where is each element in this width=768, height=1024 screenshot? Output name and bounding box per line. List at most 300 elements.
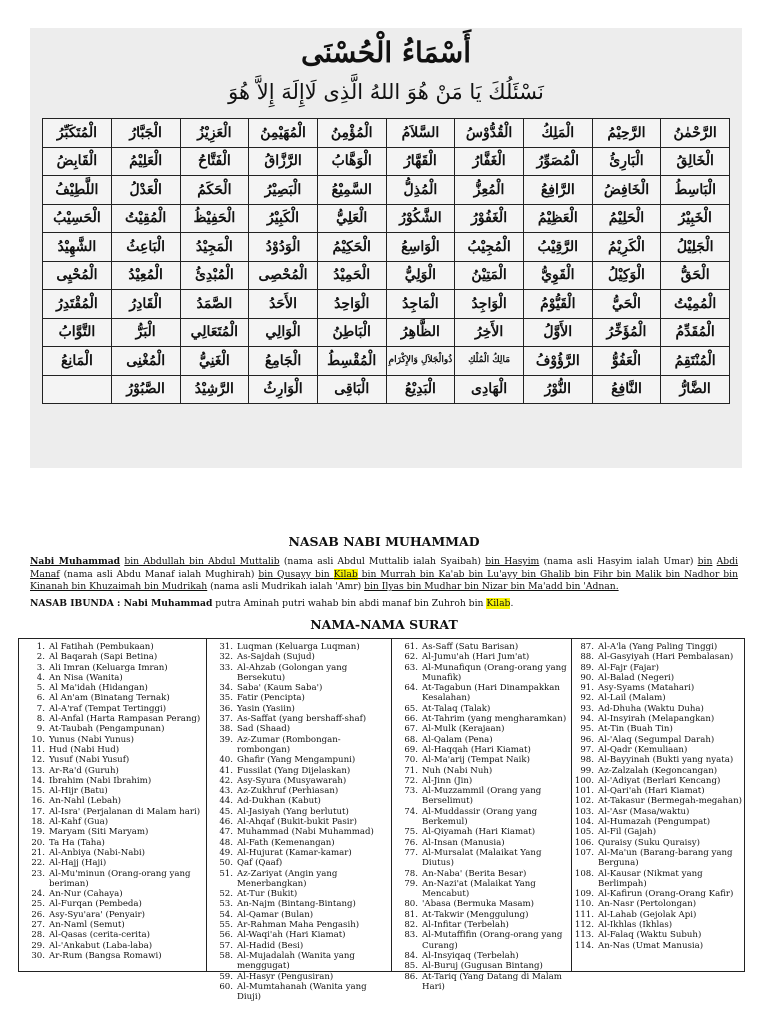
surat-name: An-Najm (Bintang-Bintang) (237, 899, 356, 910)
asmaul-husna-cell: الْقَوِيُّ (523, 261, 592, 290)
surat-column (19, 639, 207, 971)
surat-number: 57. (219, 940, 233, 951)
surat-name: Al-Mujadalah (Wanita yang menggugat) (237, 950, 355, 972)
surat-item (392, 807, 571, 828)
surat-number: 104. (574, 817, 594, 828)
surat-item (392, 838, 571, 848)
surat-name: Al-Kafirun (Orang-Orang Kafir) (598, 889, 734, 900)
surat-name: Al-Hadid (Besi) (237, 940, 304, 951)
surat-name: Maryam (Siti Maryam) (49, 827, 149, 838)
surat-item (572, 663, 746, 673)
surat-item (19, 941, 206, 951)
surat-name: Quraisy (Suku Quraisy) (598, 837, 700, 848)
surat-number: 61. (404, 642, 418, 652)
surat-item (572, 899, 746, 909)
surat-item (207, 941, 391, 951)
surat-name: Al-Lail (Malam) (598, 693, 666, 704)
asmaul-husna-cell: الْوَكِيْلُ (592, 261, 661, 290)
asmaul-husna-cell: الْمُحْيِى (43, 261, 112, 290)
surat-name: Ghafir (Yang Mengampuni) (237, 755, 356, 766)
text-run: Nabi Muhammad (30, 556, 121, 567)
asmaul-husna-cell: الْمَاجِدُ (386, 290, 455, 319)
surat-item (392, 951, 571, 961)
surat-name: Fatir (Pencipta) (237, 693, 305, 704)
surat-number: 16. (31, 796, 45, 807)
surat-item (207, 724, 391, 734)
surat-item (207, 693, 391, 703)
surat-name: Al-Jumu'ah (Hari Jum'at) (422, 652, 530, 663)
asmaul-husna-title: أَسْمَاءُ الْحُسْنَى (300, 36, 472, 69)
surat-number: 91. (580, 683, 594, 694)
surat-item (392, 869, 571, 879)
surat-number: 85. (404, 961, 418, 972)
asmaul-husna-cell: الْمَتِيْنُ (455, 261, 524, 290)
asmaul-husna-cell: الْحَكِيْمُ (317, 233, 386, 262)
asmaul-husna-cell: الرَّؤُوْفُ (523, 347, 592, 376)
surat-number: 12. (31, 755, 45, 766)
surat-number: 43. (219, 786, 233, 797)
surat-number: 62. (404, 652, 418, 663)
surat-item (207, 982, 391, 1003)
surat-number: 6. (36, 693, 45, 704)
surat-name: Al-Jinn (Jin) (422, 775, 473, 786)
text-run: . (510, 598, 514, 609)
surat-name: Az-Zalzalah (Kegoncangan) (598, 765, 718, 776)
asmaul-husna-cell: الرَّزَّاقُ (249, 147, 318, 176)
asmaul-husna-cell: الْعَفُوُّ (592, 347, 661, 376)
surat-name: Al-Furqan (Pembeda) (49, 899, 142, 910)
surat-number: 13. (31, 765, 45, 776)
asmaul-husna-cell: الْبَاقِى (317, 375, 386, 404)
asmaul-husna-cell: الصَّبُوْرُ (111, 375, 180, 404)
asmaul-husna-cell: الْبَصِيْرُ (249, 176, 318, 205)
asmaul-husna-cell: الْحَفِيْظُ (180, 204, 249, 233)
surat-item (392, 786, 571, 807)
surat-item (19, 838, 206, 848)
asmaul-husna-cell: الْمُقَدِّمُ (661, 318, 730, 347)
surat-item (19, 693, 206, 703)
surat-name: Al-Ikhlas (Ikhlas) (598, 920, 673, 931)
nasab-heading: NASAB NABI MUHAMMAD (288, 534, 480, 549)
surat-number: 7. (36, 703, 45, 714)
surat-name: Asy-Syu'ara' (Penyair) (49, 909, 146, 920)
surat-name: Al-'Ankabut (Laba-laba) (49, 940, 153, 951)
surat-number: 19. (31, 827, 45, 838)
asmaul-husna-cell: الْمُصَوِّرُ (523, 147, 592, 176)
surat-number: 25. (31, 899, 45, 910)
surat-number: 58. (219, 950, 233, 961)
surat-item (572, 642, 746, 652)
surat-item (392, 652, 571, 662)
asmaul-husna-cell: الْمُقْتَدِرُ (43, 290, 112, 319)
surat-name: Asy-Syura (Musyawarah) (237, 775, 347, 786)
surat-number: 11. (31, 744, 45, 755)
asmaul-husna-cell: الْمُبْدِئُ (180, 261, 249, 290)
surat-name: Az-Zariyat (Angin yang Menerbangkan) (237, 868, 338, 889)
asmaul-husna-cell: الْمُؤَخِّرُ (592, 318, 661, 347)
surat-name: Al-Ma'un (Barang-barang yang Berguna) (598, 847, 733, 869)
surat-name: Al-Ma'arij (Tempat Naik) (422, 755, 530, 766)
asmaul-husna-cell: الْوَاسِعُ (386, 233, 455, 262)
text-run: NASAB IBUNDA : Nabi Muhammad (30, 598, 213, 609)
surat-name: At-Tariq (Yang Datang di Malam Hari) (422, 971, 562, 992)
surat-item (392, 663, 571, 684)
asmaul-husna-cell: الْحَيُّ (592, 290, 661, 319)
surat-item (392, 920, 571, 930)
surat-name: Sad (Shaad) (237, 724, 291, 735)
surat-number: 99. (580, 765, 594, 776)
asmaul-husna-cell: السَّلاَمُ (386, 119, 455, 148)
asmaul-husna-cell: الْعَلِيُّ (317, 204, 386, 233)
surat-item (572, 930, 746, 940)
asmaul-husna-cell: الْعَلِيْمُ (111, 147, 180, 176)
surat-name: Qaf (Qaaf) (237, 858, 283, 869)
text-run: Kilab (333, 568, 358, 580)
surat-name: Al-Hasyr (Pengusiran) (237, 971, 334, 982)
surat-item (572, 652, 746, 662)
surat-name: Al-Insan (Manusia) (422, 837, 505, 848)
surat-name: At-Takasur (Bermegah-megahan) (598, 796, 742, 807)
surat-number: 29. (31, 940, 45, 951)
asmaul-husna-cell: الْقَهَّارُ (386, 147, 455, 176)
surat-item (392, 827, 571, 837)
surat-name: Al-Waqi'ah (Hari Kiamat) (237, 930, 346, 941)
asmaul-husna-cell: الْبَاطِنُ (317, 318, 386, 347)
surat-name: Al-Muddassir (Orang yang Berkemul) (422, 806, 538, 828)
surat-number: 67. (404, 724, 418, 735)
surat-number: 72. (404, 775, 418, 786)
surat-number: 86. (404, 971, 418, 982)
surat-number: 59. (219, 971, 233, 982)
surat-number: 88. (580, 652, 594, 663)
surat-number: 40. (219, 755, 233, 766)
surat-name: Ta Ha (Taha) (49, 837, 105, 848)
surat-name: Al-Isra' (Perjalanan di Malam hari) (49, 806, 201, 817)
surat-item (19, 951, 206, 961)
surat-name: Al-Fath (Kemenangan) (237, 837, 335, 848)
asmaul-husna-cell: الْمُغْنِى (111, 347, 180, 376)
surat-number: 47. (219, 827, 233, 838)
surat-number: 38. (219, 724, 233, 735)
asmaul-husna-cell: الشَّهِيْدُ (43, 233, 112, 262)
surat-number: 112. (574, 920, 594, 931)
surat-name: Al-Qasas (cerita-cerita) (49, 930, 150, 941)
surat-number: 36. (219, 703, 233, 714)
surat-number: 46. (219, 817, 233, 828)
surat-item (19, 899, 206, 909)
asmaul-husna-cell: السَّمِيْعُ (317, 176, 386, 205)
surat-item (207, 704, 391, 714)
surat-number: 60. (219, 981, 233, 992)
surat-name: At-Takwir (Menggulung) (422, 909, 529, 920)
surat-name: Al-Qadr (Kemuliaan) (598, 744, 688, 755)
text-run: bin Qusayy bin (258, 568, 334, 580)
surat-name: An-Naml (Semut) (49, 920, 125, 931)
asmaul-husna-cell: الْبَاعِثُ (111, 233, 180, 262)
surat-name: Al-Buruj (Gugusan Bintang) (422, 961, 543, 972)
surat-number: 68. (404, 734, 418, 745)
asmaul-husna-cell: الرَّحْمٰنُ (661, 119, 730, 148)
asmaul-husna-cell: الْبَرُّ (111, 318, 180, 347)
surat-name: Saba' (Kaum Saba') (237, 683, 323, 694)
surat-number: 76. (404, 837, 418, 848)
surat-name: Yusuf (Nabi Yusuf) (49, 755, 130, 766)
surat-name: 'Abasa (Bermuka Masam) (422, 899, 535, 910)
surat-name: Al-'Asr (Masa/waktu) (598, 806, 690, 817)
asmaul-husna-cell: الأَوَّلُ (523, 318, 592, 347)
asmaul-husna-cell: الْمُعِيْدُ (111, 261, 180, 290)
surat-name: Al-Mumtahanah (Wanita yang Diuji) (237, 981, 367, 1003)
surat-number: 69. (404, 744, 418, 755)
asmaul-husna-cell: الْخَالِقُ (661, 147, 730, 176)
surat-column (572, 639, 746, 971)
surat-name: As-Saff (Satu Barisan) (422, 642, 519, 652)
asmaul-husna-cell: الْكَبِيْرُ (249, 204, 318, 233)
surat-name: Yasin (Yasiin) (237, 703, 295, 714)
surat-item (572, 869, 746, 890)
surat-item (207, 838, 391, 848)
nasab-ibunda-paragraph (30, 598, 738, 611)
surat-item (207, 796, 391, 806)
surat-item (392, 910, 571, 920)
asmaul-husna-cell: الْحَقُّ (661, 261, 730, 290)
surat-number: 78. (404, 868, 418, 879)
surat-item (572, 693, 746, 703)
surat-number: 39. (219, 734, 233, 745)
surat-column (207, 639, 392, 1003)
surat-table (18, 638, 745, 1003)
surat-number: 102. (574, 796, 594, 807)
asmaul-husna-cell: الضَّارُّ (661, 375, 730, 404)
surat-number: 20. (31, 837, 45, 848)
surat-item (207, 899, 391, 909)
surat-name: Al-A'la (Yang Paling Tinggi) (598, 642, 718, 652)
surat-item (392, 879, 571, 900)
asmaul-husna-cell: الْبَدِيْعُ (386, 375, 455, 404)
surat-item (19, 714, 206, 724)
surat-number: 2. (36, 652, 45, 663)
surat-item (207, 910, 391, 920)
surat-item (19, 869, 206, 890)
surat-item (392, 766, 571, 776)
asmaul-husna-cell: الْمُحْصِى (249, 261, 318, 290)
asmaul-husna-cell: الْمُقْسِطُ (317, 347, 386, 376)
surat-name: Al-Bayyinah (Bukti yang nyata) (598, 755, 734, 766)
surat-name: Al Baqarah (Sapi Betina) (49, 652, 158, 663)
surat-item (392, 972, 571, 993)
surat-name: Ar-Rum (Bangsa Romawi) (49, 950, 162, 961)
surat-name: Al-'Alaq (Segumpal Darah) (598, 734, 715, 745)
nasab-paragraph (30, 556, 738, 594)
surat-item (19, 766, 206, 776)
surat-number: 17. (31, 806, 45, 817)
asmaul-husna-cell: الْقَيُّوْمُ (523, 290, 592, 319)
surat-item (572, 796, 746, 806)
asmaul-husna-cell: الرَّقِيْبُ (523, 233, 592, 262)
asmaul-husna-cell: الْخَافِضُ (592, 176, 661, 205)
surat-number: 106. (574, 837, 594, 848)
asmaul-husna-row (43, 261, 730, 290)
surat-name: Al-A'raf (Tempat Tertinggi) (49, 703, 167, 714)
surat-number: 80. (404, 899, 418, 910)
surat-name: At-Tahrim (yang mengharamkan) (422, 714, 567, 725)
surat-item (207, 652, 391, 662)
asmaul-husna-cell: الظَّاهِرُ (386, 318, 455, 347)
surat-item (572, 704, 746, 714)
asmaul-husna-cell: الْمُتَعَالِي (180, 318, 249, 347)
text-run: bin Murrah bin Ka'ab bin Lu'ayy bin Ghalib bin Fihr bin Malik bin Nadhor bin Kinanah bin Khuzaimah bin Mudrikah (30, 568, 739, 592)
asmaul-husna-cell: الْمُجِيْبُ (455, 233, 524, 262)
surat-name: Al-Haqqah (Hari Kiamat) (422, 744, 531, 755)
surat-item (19, 652, 206, 662)
asmaul-husna-cell: الْمُؤْمِنُ (317, 119, 386, 148)
surat-name: Al-Balad (Negeri) (598, 672, 675, 683)
asmaul-husna-cell: الْمَجِيْدُ (180, 233, 249, 262)
surat-number: 42. (219, 775, 233, 786)
asmaul-husna-row (43, 233, 730, 262)
surat-number: 94. (580, 714, 594, 725)
surat-item (392, 755, 571, 765)
asmaul-husna-row (43, 119, 730, 148)
surat-item (19, 642, 206, 652)
surat-item (19, 910, 206, 920)
surat-number: 79. (404, 878, 418, 889)
surat-item (207, 755, 391, 765)
surat-name: Al-Ahzab (Golongan yang Bersekutu) (237, 662, 348, 683)
surat-name: Az-Zukhruf (Perhiasan) (237, 786, 339, 797)
text-run: bin Abdullah bin Abdul Muttalib (124, 556, 280, 567)
surat-item (207, 735, 391, 756)
surat-name: Al-Munafiqun (Orang-orang yang Munafik) (422, 662, 567, 683)
surat-item (19, 724, 206, 734)
surat-name: Ibrahim (Nabi Ibrahim) (49, 775, 152, 786)
surat-item (572, 776, 746, 786)
surat-item (207, 972, 391, 982)
surat-item (207, 869, 391, 890)
surat-name: Az-Zumar (Rombongan-rombongan) (237, 734, 341, 755)
surat-name: Al-Jasiyah (Yang berlutut) (237, 806, 349, 817)
surat-item (19, 776, 206, 786)
text-run: putra Aminah putri wahab bin abdi manaf bin Zuhroh bin (212, 598, 487, 609)
surat-number: 14. (31, 775, 45, 786)
surat-name: Al-Mursalat (Malaikat Yang Diutus) (422, 847, 542, 869)
text-run: Abdi Manaf (30, 556, 739, 580)
surat-number: 110. (574, 899, 594, 910)
surat-item (207, 951, 391, 972)
asmaul-husna-cell: الصَّمَدُ (180, 290, 249, 319)
surat-number: 31. (219, 642, 233, 652)
surat-name: Al-Anbiya (Nabi-Nabi) (49, 847, 145, 858)
surat-number: 10. (31, 734, 45, 745)
surat-name: Al An'am (Binatang Ternak) (49, 693, 170, 704)
text-run: (nama asli Hasyim ialah Umar) (539, 556, 698, 567)
surat-item (19, 827, 206, 837)
asmaul-husna-cell: الْكَرِيْمُ (592, 233, 661, 262)
surat-item (392, 735, 571, 745)
surat-name: Al-Qalam (Pena) (422, 734, 493, 745)
asmaul-husna-cell: الرَّشِيْدُ (180, 375, 249, 404)
surat-item (207, 807, 391, 817)
surat-item (207, 920, 391, 930)
surat-number: 56. (219, 930, 233, 941)
surat-item (572, 848, 746, 869)
asmaul-husna-subtitle: نَسْئَلُكَ يَا مَنْ هُوَ اللهُ الَّذِى لَاإِلَهَ إِلاَّ هُوَ (228, 80, 544, 104)
asmaul-husna-image (30, 28, 742, 468)
surat-number: 5. (36, 683, 45, 694)
surat-number: 22. (31, 858, 45, 869)
surat-name: An Nisa (Wanita) (49, 672, 123, 683)
surat-name: Al-Hajj (Haji) (49, 858, 107, 869)
surat-item (572, 920, 746, 930)
surat-number: 51. (219, 868, 233, 879)
surat-item (207, 663, 391, 684)
surat-name: Al-Kausar (Nikmat yang Berlimpah) (598, 868, 703, 889)
surat-item (207, 683, 391, 693)
surat-name: At-Talaq (Talak) (422, 703, 491, 714)
surat-number: 65. (404, 703, 418, 714)
surat-number: 109. (574, 889, 594, 900)
asmaul-husna-cell: ذُوالْجَلاَلِ وَالإِكْرَامِ (386, 347, 455, 376)
surat-name: Ar-Rahman Maha Pengasih) (237, 920, 360, 931)
surat-number: 77. (404, 847, 418, 858)
asmaul-husna-cell: الشَّكُوْرُ (386, 204, 455, 233)
surat-item (572, 786, 746, 796)
surat-item (207, 817, 391, 827)
surat-item (207, 642, 391, 652)
asmaul-husna-cell: الرَّحِيْمُ (592, 119, 661, 148)
surat-number: 73. (404, 786, 418, 797)
surat-number: 41. (219, 765, 233, 776)
surat-number: 111. (574, 909, 594, 920)
surat-item (572, 838, 746, 848)
surat-name: At-Tin (Buah Tin) (598, 724, 673, 735)
asmaul-husna-cell: الْعَدْلُ (111, 176, 180, 205)
asmaul-husna-cell: الْغَفُوْرُ (455, 204, 524, 233)
surat-number: 33. (219, 662, 233, 673)
asmaul-husna-cell: الْوَاجِدُ (455, 290, 524, 319)
surat-name: As-Sajdah (Sujud) (237, 652, 315, 663)
asmaul-husna-row (43, 318, 730, 347)
surat-item (19, 745, 206, 755)
surat-name: Al-'Adiyat (Berlari Kencang) (598, 775, 721, 786)
surat-number: 82. (404, 920, 418, 931)
surat-item (19, 796, 206, 806)
surat-name: Muhammad (Nabi Muhammad) (237, 827, 374, 838)
asmaul-husna-cell: الْفَتَّاحُ (180, 147, 249, 176)
surat-number: 24. (31, 889, 45, 900)
surat-name: Al-Qamar (Bulan) (237, 909, 314, 920)
asmaul-husna-cell: النُّوْرُ (523, 375, 592, 404)
surat-name: Ad-Dukhan (Kabut) (237, 796, 321, 807)
surat-name: Al-Mulk (Kerajaan) (422, 724, 505, 735)
surat-name: Al-Falaq (Waktu Subuh) (598, 930, 702, 941)
surat-item (207, 858, 391, 868)
surat-number: 81. (404, 909, 418, 920)
text-run: (nama asli Abdu Manaf ialah Mughirah) (59, 568, 259, 580)
surat-number: 23. (31, 868, 45, 879)
text-run: (nama asli Mudrikah ialah 'Amr) (207, 581, 365, 592)
surat-item (392, 642, 571, 652)
surat-item (19, 807, 206, 817)
asmaul-husna-cell: الْمُقِيْتُ (111, 204, 180, 233)
surat-name: Al-Insyirah (Melapangkan) (598, 714, 715, 725)
surat-name: Al-Mu'minun (Orang-orang yang beriman) (49, 868, 191, 889)
surat-name: An-Nas (Umat Manusia) (598, 940, 704, 951)
surat-name: Asy-Syams (Matahari) (598, 683, 695, 694)
surat-item (19, 930, 206, 940)
surat-item (572, 910, 746, 920)
surat-item (19, 858, 206, 868)
